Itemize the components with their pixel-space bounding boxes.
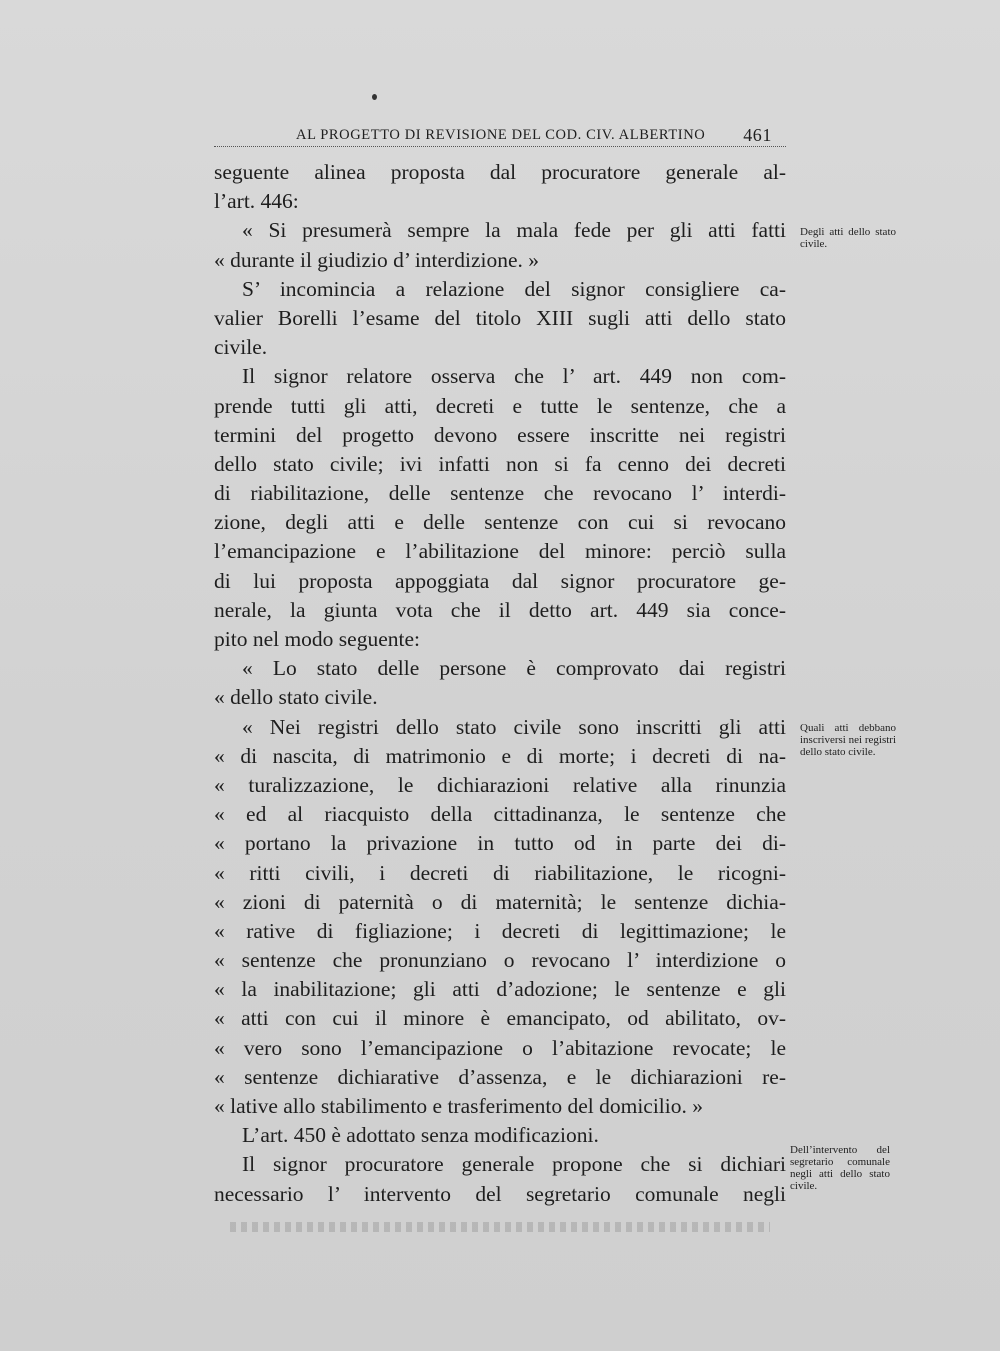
body-line: « ritti civili, i decreti di riabilitazione, le ricogni- [214,860,786,885]
page-number: 461 [743,125,772,145]
margin-note-2: Quali atti debbano inscriversi nei registri dello stato civile. [800,722,896,758]
body-line: L’art. 450 è adottato senza modificazioni. [242,1123,599,1148]
body-line: nerale, la giunta vota che il detto art. 449 sia conce- [214,597,786,622]
body-line: valier Borelli l’esame del titolo XIII sugli atti dello stato [214,305,786,330]
body-line: « portano la privazione in tutto od in parte dei di- [214,831,786,856]
body-line: « Lo stato delle persone è comprovato dai registri [242,656,786,681]
body-line: « atti con cui il minore è emancipato, od abilitato, ov- [214,1006,786,1031]
body-line: di riabilitazione, delle sentenze che revocano l’ interdi- [214,481,786,506]
body-line: Il signor procuratore generale propone che si dichiari [242,1152,786,1177]
body-line: civile. [214,335,268,360]
body-line: « lative allo stabilimento e trasferimento del domicilio. » [214,1094,703,1118]
body-line: pito nel modo seguente: [214,627,421,651]
body-line: seguente alinea proposta dal procuratore generale al- [214,160,786,184]
body-line: « di nascita, di matrimonio e di morte; i decreti di na- [214,743,786,768]
running-header [218,123,788,147]
body-line: « Si presumerà sempre la mala fede per gli atti fatti [242,218,786,243]
body-line: « la inabilitazione; gli atti d’adozione; le sentenze e gli [214,977,786,1002]
body-line: Il signor relatore osserva che l’ art. 449 non com- [242,364,786,389]
body-line: « ed al riacquisto della cittadinanza, le sentenze che [214,802,786,827]
body-line: « sentenze dichiarative d’assenza, e le dichiarazioni re- [214,1064,786,1089]
body-line: zione, degli atti e delle sentenze con cui si revocano [214,510,786,535]
body-line: l’emancipazione e l’abilitazione del minore: perciò sulla [214,539,786,564]
body-line: « dello stato civile. [214,685,378,710]
body-line: l’art. 446: [214,189,299,214]
body-line: termini del progetto devono essere inscritte nei registri [214,422,786,447]
header-rule [214,146,786,147]
ink-speck [372,94,377,100]
show-through-text [230,1222,770,1232]
running-title: AL PROGETTO DI REVISIONE DEL COD. CIV. ALBERTINO [296,127,706,143]
body-line: « sentenze che pronunziano o revocano l’ interdizione o [214,948,786,973]
body-line: « zioni di paternità o di maternità; le sentenze dichia- [214,889,786,914]
body-line: « rative di figliazione; i decreti di legittimazione; le [214,918,786,943]
body-line: « turalizzazione, le dichiarazioni relative alla rinunzia [214,772,786,797]
body-line: « Nei registri dello stato civile sono inscritti gli atti [242,714,786,739]
body-line: di lui proposta appoggiata dal signor procuratore ge- [214,568,786,593]
body-line: prende tutti gli atti, decreti e tutte le sentenze, che a [214,393,786,418]
body-line: necessario l’ intervento del segretario comunale negli [214,1181,786,1206]
body-line: « vero sono l’emancipazione o l’abitazione revocate; le [214,1035,786,1060]
body-line: dello stato civile; ivi infatti non si fa cenno dei decreti [214,451,786,476]
body-line: S’ incomincia a relazione del signor consigliere ca- [242,276,786,301]
margin-note-3: Dell’intervento del segretario comunale negli atti dello stato civile. [790,1144,890,1192]
body-line: « durante il giudizio d’ interdizione. » [214,247,539,272]
body-text [214,158,786,1209]
margin-note-1: Degli atti dello stato civile. [800,226,896,250]
